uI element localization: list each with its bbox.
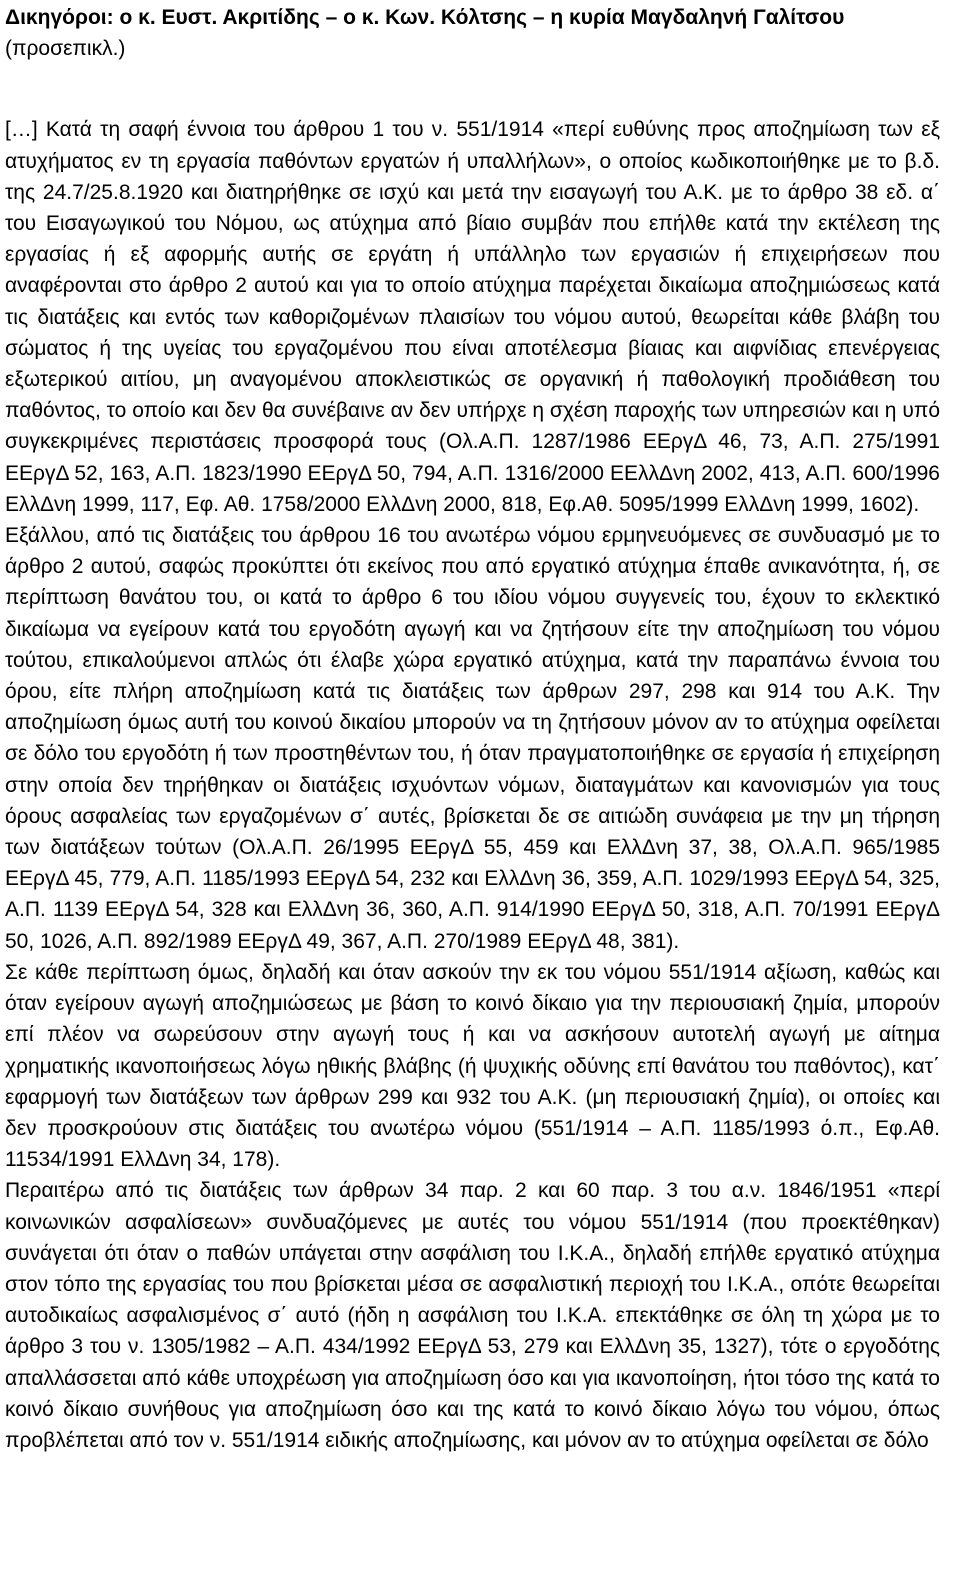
counsel-header	[5, 0, 940, 64]
paragraph-moral-damages: Σε κάθε περίπτωση όμως, δηλαδή και όταν ασκούν την εκ του νόμου 551/1914 αξίωση, καθώς και όταν εγείρουν αγωγή αποζημιώσεως με βάση το κοινό δίκαιο για την περιουσιακή ζημία, μπορούν επί πλέον να σωρεύσουν στην αγωγή τους ή και να ασκήσουν αυτοτελή αγωγή με αίτημα χρηματικής ικανοποιήσεως λόγω ηθικής βλάβης (ή ψυχικής οδύνης επί θανάτου του παθόντος), κατ΄ εφαρμογή των διατάξεων των άρθρων 299 και 932 του Α.Κ. (μη περιουσιακή ζημία), οι οποίες και δεν προσκρούουν στις διατάξεις του ανωτέρω νόμου (551/1914 – Α.Π. 1185/1993 ό.π., Εφ.Αθ. 11534/1991 ΕλλΔνη 34, 178).	[5, 960, 940, 1172]
paragraph-article-1: […] Κατά τη σαφή έννοια του άρθρου 1 του ν. 551/1914 «περί ευθύνης προς αποζημίωση των εξ ατυχήματος εν τη εργασία παθόντων εργατών ή υπαλλήλων», ο οποίος κωδικοποιήθηκε με το β.δ. της 24.7/25.8.1920 και διατηρήθηκε σε ισχύ και μετά την εισαγωγή του Α.Κ. με το άρθρο 38 εδ. α΄ του Εισαγωγικού του Νόμου, ως ατύχημα από βίαιο συμβάν που επήλθε κατά την εκτέλεση της εργασίας ή εξ αφορμής αυτής σε εργάτη ή υπάλληλο των εργασιών ή επιχειρήσεων που αναφέρονται στο άρθρο 2 αυτού και για το οποίο ατύχημα παρέχεται δικαίωμα αποζημιώσεως κατά τις διατάξεις και εντός των καθοριζομένων πλαισίων του νόμου αυτού, θεωρείται κάθε βλάβη του σώματος ή της υγείας του εργαζομένου που είναι αποτέλεσμα βίαιας και αιφνίδιας επενέργειας εξωτερικού αιτίου, μη αναγομένου αποκλειστικώς σε οργανική ή παθολογική προδιάθεση του παθόντος, το οποίο και δεν θα συνέβαινε αν δεν υπήρχε η σχέση παροχής των υπηρεσιών και η υπό συγκεκριμένες περιστάσεις προσφορά τους (Ολ.Α.Π. 1287/1986 ΕΕργΔ 46, 73, Α.Π. 275/1991 ΕΕργΔ 52, 163, Α.Π. 1823/1990 ΕΕργΔ 50, 794, Α.Π. 1316/2000 ΕΕλλΔνη 2002, 413, Α.Π. 600/1996 ΕλλΔνη 1999, 117, Εφ. Αθ. 1758/2000 ΕλλΔνη 2000, 818, Εφ.Αθ. 5095/1999 ΕλλΔνη 1999, 1602).	[5, 118, 940, 516]
paragraph-article-16: Εξάλλου, από τις διατάξεις του άρθρου 16 του ανωτέρω νόμου ερμηνευόμενες σε συνδυασμό με το άρθρο 2 αυτού, σαφώς προκύπτει ότι εκείνος που από εργατικό ατύχημα έπαθε ανικανότητα, ή, σε περίπτωση θανάτου του, οι κατά το άρθρο 6 του ιδίου νόμου συγγενείς του, έχουν το εκλεκτικό δικαίωμα να εγείρουν κατά του εργοδότη αγωγή και να ζητήσουν είτε την αποζημίωση του νόμου τούτου, επικαλούμενοι απλώς ότι έλαβε χώρα εργατικό ατύχημα, κατά την παραπάνω έννοια του όρου, είτε πλήρη αποζημίωση κατά τις διατάξεις των άρθρων 297, 298 και 914 του Α.Κ. Την αποζημίωση όμως αυτή του κοινού δικαίου μπορούν να τη ζητήσουν μόνον αν το ατύχημα οφείλεται σε δόλο του εργοδότη ή των προστηθέντων του, ή όταν πραγματοποιήθηκε σε εργασία ή επιχείρηση στην οποία δεν τηρήθηκαν οι διατάξεις ισχυόντων νόμων, διαταγμάτων και κανονισμών για τους όρους ασφαλείας των εργαζομένων σ΄ αυτές, βρίσκεται δε σε αιτιώδη συνάφεια με την μη τήρηση των διατάξεων τούτων (Ολ.Α.Π. 26/1995 ΕΕργΔ 55, 459 και ΕλλΔνη 37, 38, Ολ.Α.Π. 965/1985 ΕΕργΔ 45, 779, Α.Π. 1185/1993 ΕΕργΔ 54, 232 και ΕλλΔνη 36, 359, Α.Π. 1029/1993 ΕΕργΔ 54, 325, Α.Π. 1139 ΕΕργΔ 54, 328 και ΕλλΔνη 36, 360, Α.Π. 914/1990 ΕΕργΔ 50, 318, Α.Π. 70/1991 ΕΕργΔ 50, 1026, Α.Π. 892/1989 ΕΕργΔ 49, 367, Α.Π. 270/1989 ΕΕργΔ 48, 381).	[5, 524, 940, 953]
document-page	[5, 0, 940, 1456]
counsel-note: (προσεπικλ.)	[5, 37, 126, 61]
paragraph-ika-insurance: Περαιτέρω από τις διατάξεις των άρθρων 34 παρ. 2 και 60 παρ. 3 του α.ν. 1846/1951 «περί κοινωνικών ασφαλίσεων» συνδυαζόμενες με αυτές του νόμου 551/1914 (που προεκτέθηκαν) συνάγεται ότι όταν ο παθών υπάγεται στην ασφάλιση του Ι.Κ.Α., δηλαδή επήλθε εργατικό ατύχημα στον τόπο της εργασίας του που βρίσκεται μέσα σε ασφαλιστική περιοχή του Ι.Κ.Α., οπότε θεωρείται αυτοδικαίως ασφαλισμένος σ΄ αυτό (ήδη η ασφάλιση του Ι.Κ.Α. επεκτάθηκε σε όλη τη χώρα με το άρθρο 3 του ν. 1305/1982 – Α.Π. 434/1992 ΕΕργΔ 53, 279 και ΕλλΔνη 35, 1327), τότε ο εργοδότης απαλλάσσεται από κάθε υποχρέωση για αποζημίωση όσο και για ικανοποίηση, ήτοι τόσο της κατά το κοινό δίκαιο συνήθους για αποζημίωση όσο και της κατά το κοινό δίκαιο λόγω του νόμου, όπως προβλέπεται από τον ν. 551/1914 ειδικής αποζημίωσης, και μόνον αν το ατύχημα οφείλεται σε δόλο	[5, 1179, 940, 1452]
counsel-label: Δικηγόροι:	[5, 6, 114, 29]
header-spacer	[5, 64, 940, 114]
counsel-names: ο κ. Ευστ. Ακριτίδης – ο κ. Κων. Κόλτσης – η κυρία Μαγδαληνή Γαλίτσου	[113, 6, 845, 29]
